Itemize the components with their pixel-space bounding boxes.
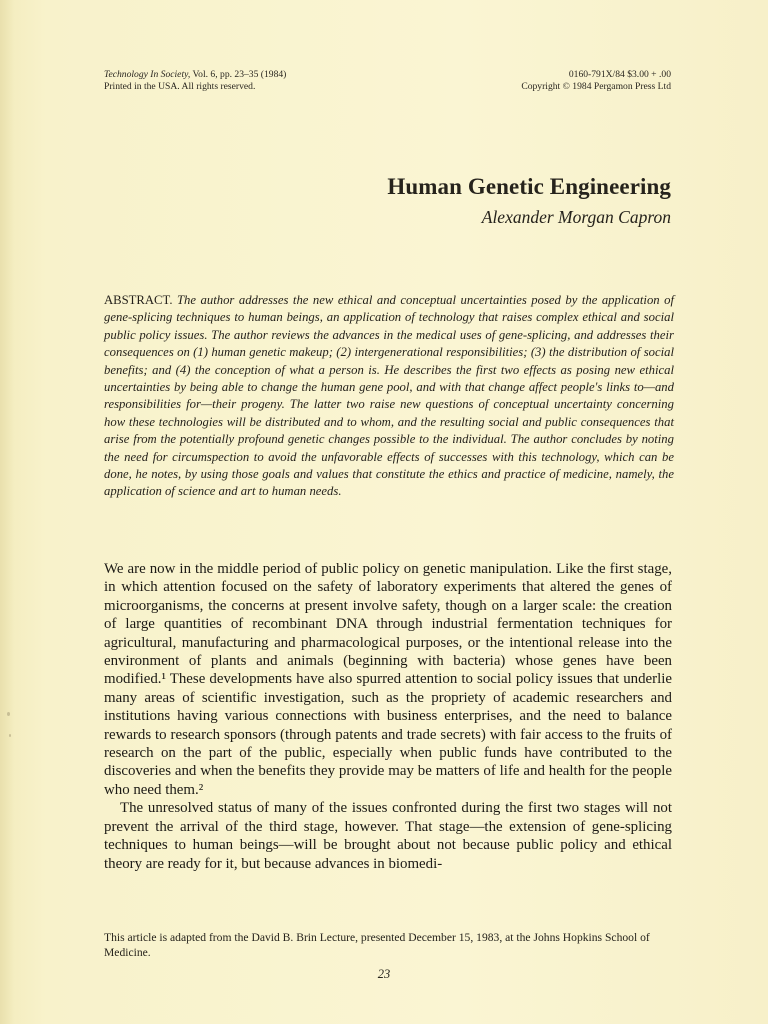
body-paragraph-2: The unresolved status of many of the issues confronted during the first two stages will not prevent the arrival of the third stage, however. That stage—the extension of gene-splicing techniques to human beings—will be brought about not because public policy and ethical theory are ready for it, but because advances in biomedi- [104, 800, 672, 872]
abstract-label: ABSTRACT. [104, 293, 173, 307]
article-body [104, 560, 672, 873]
paper-speck [7, 712, 10, 716]
volume-pages: Vol. 6, pp. 23–35 (1984) [190, 69, 287, 80]
article-title: Human Genetic Engineering [387, 174, 671, 199]
printed-notice: Printed in the USA. All rights reserved. [104, 80, 256, 92]
body-paragraph-1: We are now in the middle period of public policy on genetic manipulation. Like the first stage, in which attention focused on the safety of laboratory experiments that altered the genes of microorganisms, the concerns at present involve safety, though on a larger scale: the creation of large quantities of recombinant DNA through industrial fermentation techniques for agricultural, manufacturing and pharmacological purposes, or the intentional release into the environment of plants and animals (beginning with bacteria) whose genes have been modified.¹ These developments have also spurred attention to social policy issues that underlie many areas of scientific investigation, such as the propriety of academic researchers and institutions having various connections with business enterprises, and the need to balance rewards to research sponsors (through patents and trade secrets) with fair access to the fruits of research on the part of the public, especially when public funds have contributed to the discoveries and when the benefits they provide may be matters of life and health for the people who need them.² [104, 561, 672, 798]
publisher-info [521, 69, 671, 92]
abstract [104, 292, 674, 501]
page-number: 23 [377, 967, 391, 981]
journal-citation [104, 69, 286, 92]
issn-price: 0160-791X/84 $3.00 + .00 [568, 69, 671, 80]
abstract-text: The author addresses the new ethical and conceptual uncertainties posed by the application of gene-splicing techniques to human beings, an application of technology that raises complex ethical and social public policy issues. The author reviews the advances in the medical uses of gene-splicing, and addresses their consequences on (1) human genetic makeup; (2) intergenerational responsibilities; (3) the distribution of social benefits; and (4) the conception of what a person is. He describes the first two effects as posing new ethical uncertainties by being able to change the human gene pool, and with that change affect people's links to—and responsibilities for—their progeny. The latter two raise new questions of conceptual uncertainty concerning how these technologies will be distributed and to whom, and the resulting social and public consequences that arise from the potentially profound genetic changes possible to the individual. The author concludes by noting the need for circumspection to avoid the unfavorable effects of successes with this technology, which can be done, he notes, by using those goals and values that constitute the ethics and practice of medicine, namely, the application of science and art to human needs. [104, 293, 674, 499]
footnote: This article is adapted from the David B. Brin Lecture, presented December 15, 1983, at the Johns Hopkins School of Medicine. [104, 931, 650, 959]
page-edge-shadow [0, 0, 14, 1024]
journal-name: Technology In Society, [104, 69, 191, 80]
paper-speck [9, 734, 11, 737]
copyright-notice: Copyright © 1984 Pergamon Press Ltd [521, 80, 671, 92]
article-author: Alexander Morgan Capron [481, 207, 671, 227]
